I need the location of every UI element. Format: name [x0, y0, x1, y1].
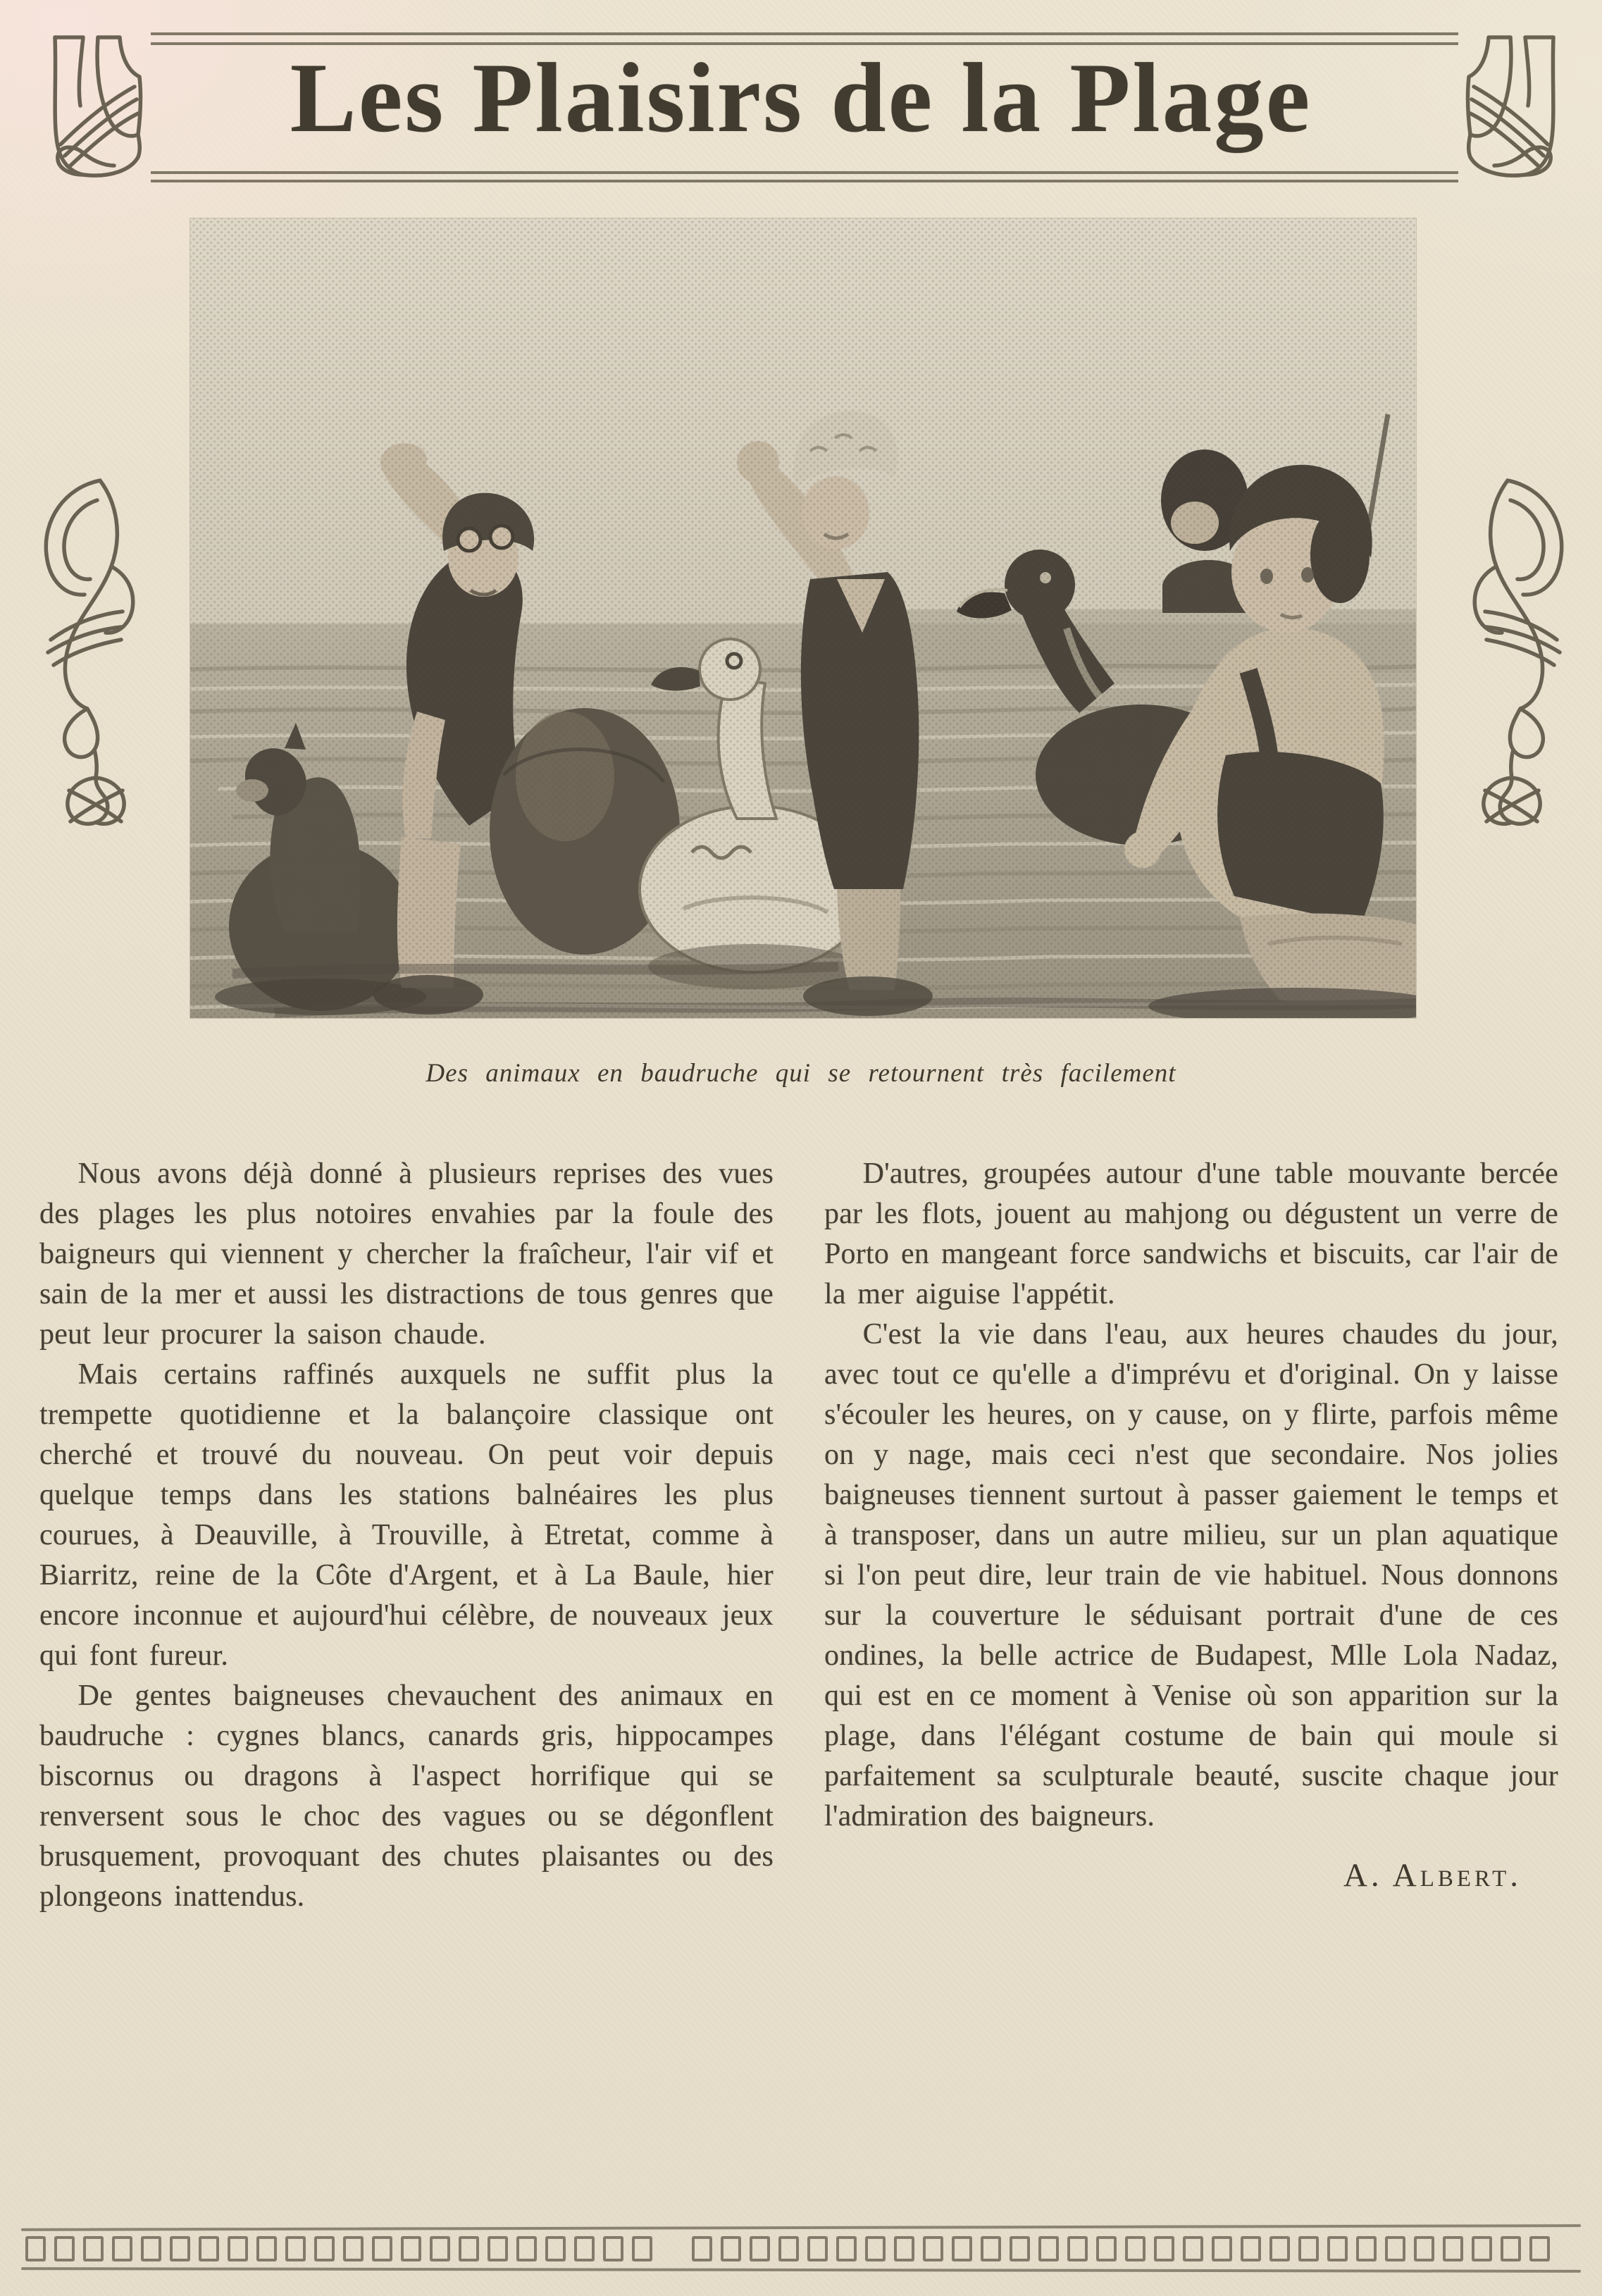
border-square	[256, 2236, 277, 2261]
border-square	[83, 2236, 104, 2261]
border-square	[545, 2236, 566, 2261]
border-square	[1472, 2236, 1492, 2261]
paragraph: C'est la vie dans l'eau, aux heures chaudes du jour, avec tout ce qu'elle a d'imprévu et d'original. On y laisse s'écouler les heures, on y cause, on y flirte, parfois même on y nage, mais ceci n'est que secondaire. Nos jolies baigneuses tiennent surtout à passer gaiement le temps et à transposer, dans un autre milieu, sur un plan aquatique si l'on peut dire, leur train de vie habituel. Nous donnons sur la couverture le séduisant portrait d'une de ces ondines, la belle actrice de Budapest, Mlle Lola Nadaz, qui est en ce moment à Venise où son apparition sur la plage, dans l'élégant costume de bain qui moule si parfaitement sa sculpturale beauté, suscite chaque jour l'admiration des baigneurs.	[824, 1318, 1558, 1832]
border-square	[574, 2236, 595, 2261]
border-square	[430, 2236, 450, 2261]
border-square	[199, 2236, 219, 2261]
border-square	[1529, 2236, 1550, 2261]
border-square	[228, 2236, 248, 2261]
side-ornament-left-icon	[32, 476, 138, 836]
border-square	[1298, 2236, 1319, 2261]
border-square	[1356, 2236, 1377, 2261]
bottom-border-rule-bottom	[21, 2267, 1581, 2273]
border-square	[112, 2236, 132, 2261]
border-square	[141, 2236, 161, 2261]
border-square	[1010, 2236, 1030, 2261]
article-column-right	[824, 1154, 1558, 1917]
bottom-border-squares	[25, 2235, 1581, 2262]
border-square	[170, 2236, 190, 2261]
border-square	[1327, 2236, 1348, 2261]
border-square	[981, 2236, 1001, 2261]
border-square	[372, 2236, 392, 2261]
author-signature: A. Albert.	[1343, 1857, 1522, 1894]
border-square	[865, 2236, 886, 2261]
border-square	[1501, 2236, 1521, 2261]
side-ornament-right-icon	[1470, 476, 1575, 836]
beach-photo-illustration	[190, 218, 1416, 1018]
paragraph: Nous avons déjà donné à plusieurs reprises des vues des plages les plus notoires envahies par la foule des baigneurs qui viennent y chercher la fraîcheur, l'air vif et sain de la mer et aussi les distractions de tous genres que peut leur procurer la saison chaude.	[39, 1158, 774, 1351]
border-square	[25, 2236, 46, 2261]
border-square	[285, 2236, 306, 2261]
article-column-left	[39, 1154, 774, 1917]
page-title: Les Plaisirs de la Plage	[290, 43, 1312, 153]
border-square	[516, 2236, 537, 2261]
border-square	[721, 2236, 741, 2261]
border-square	[314, 2236, 335, 2261]
bottom-border-rule-top	[21, 2224, 1581, 2231]
article-body	[39, 1154, 1558, 1917]
paragraph: Mais certains raffinés auxquels ne suffit plus la trempette quotidienne et la balançoire classique ont cherché et trouvé du nouveau. On peut voir depuis quelque temps dans les stations balnéaires les plus courues, à Deauville, à Trouville, à Etretat, comme à Biarritz, reine de la Côte d'Argent, et à La Baule, hier encore inconnue et aujourd'hui célèbre, de nouveaux jeux qui font fureur.	[39, 1358, 774, 1672]
border-square	[778, 2236, 799, 2261]
border-square	[1096, 2236, 1117, 2261]
border-square	[1443, 2236, 1463, 2261]
border-square	[54, 2236, 75, 2261]
border-square	[1212, 2236, 1232, 2261]
beach-photo	[190, 218, 1416, 1018]
border-square	[488, 2236, 508, 2261]
border-square	[1414, 2236, 1434, 2261]
border-square	[692, 2236, 712, 2261]
paragraph: D'autres, groupées autour d'une table mouvante bercée par les flots, jouent au mahjong ou dégustent un verre de Porto en mangeant force sandwichs et biscuits, car l'air de la mer aiguise l'appétit.	[824, 1158, 1558, 1310]
border-square	[1067, 2236, 1088, 2261]
border-square	[952, 2236, 972, 2261]
border-square	[1038, 2236, 1059, 2261]
border-square	[632, 2236, 652, 2261]
border-square	[1125, 2236, 1145, 2261]
border-square	[1269, 2236, 1290, 2261]
border-square	[343, 2236, 364, 2261]
border-square	[894, 2236, 914, 2261]
border-square	[750, 2236, 770, 2261]
paragraph: De gentes baigneuses chevauchent des animaux en baudruche : cygnes blancs, canards gris, hippocampes biscornus ou dragons à l'aspect horrifique qui se renversent sous le choc des vagues ou se dégonflent brusquement, provoquant des chutes plaisantes ou des plongeons inattendus.	[39, 1680, 774, 1913]
border-square	[1241, 2236, 1261, 2261]
border-square	[1385, 2236, 1405, 2261]
border-square	[459, 2236, 479, 2261]
border-square	[1183, 2236, 1203, 2261]
border-square	[603, 2236, 623, 2261]
border-square	[807, 2236, 828, 2261]
border-square	[1154, 2236, 1174, 2261]
border-square	[401, 2236, 421, 2261]
border-square	[923, 2236, 943, 2261]
photo-caption: Des animaux en baudruche qui se retournent très facilement	[426, 1059, 1176, 1088]
border-square	[836, 2236, 857, 2261]
bottom-border	[21, 2226, 1581, 2271]
